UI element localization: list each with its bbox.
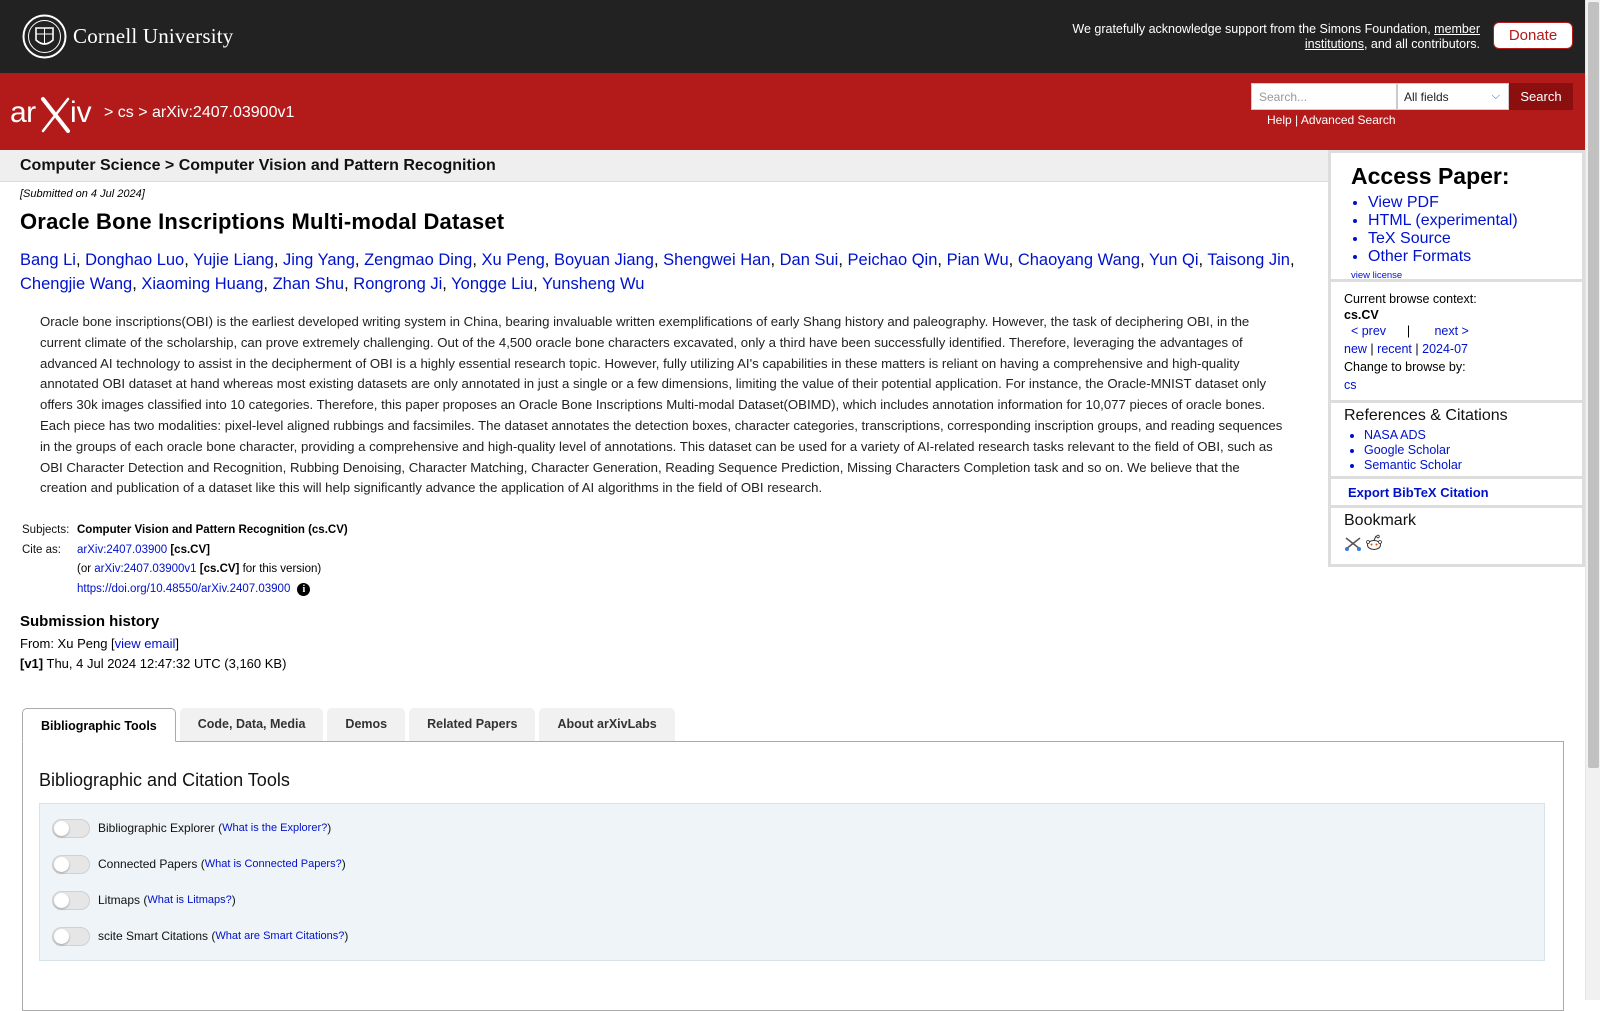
cite-category: [cs.CV] (167, 543, 210, 556)
breadcrumb-paper-id: arXiv:2407.03900v1 (152, 104, 295, 121)
paper-main (20, 186, 1325, 673)
svg-text:iv: iv (70, 96, 92, 129)
donate-button[interactable]: Donate (1493, 22, 1573, 49)
author-link[interactable]: Boyuan Jiang (553, 251, 654, 269)
doi-row (20, 580, 1325, 600)
what-is-explorer-link[interactable]: What is the Explorer? (222, 822, 328, 834)
search-links (1267, 113, 1396, 127)
what-are-smart-citations-link[interactable]: What are Smart Citations? (215, 930, 345, 942)
browse-context-value: cs.CV (1344, 308, 1379, 322)
cite-version-category: [cs.CV] (196, 563, 240, 576)
view-pdf-link[interactable]: • View PDF (1368, 194, 1569, 212)
author-link[interactable]: Jing Yang (283, 251, 355, 269)
info-icon[interactable]: i (297, 583, 310, 596)
view-email-link[interactable]: view email (114, 636, 176, 652)
litmaps-toggle[interactable] (52, 891, 90, 910)
view-license-link[interactable]: view license (1351, 270, 1403, 281)
tab-about-arxivlabs[interactable]: About arXivLabs (539, 708, 674, 741)
browse-sep: | (1415, 342, 1419, 356)
author-list (20, 248, 1325, 296)
author-separator: , (442, 275, 452, 293)
abstract: Oracle bone inscriptions(OBI) is the earliest developed writing system in China, bearing invaluable written exemplifications of early Shang history and paleography. However, the task of deciphering OBI, in the current climate of the scholarship, can prove extremely challenging. Out of the 4,500 oracle bone characters excavated, only a third have been successfully identified. Therefore, leveraging the advantages of advanced AI technology to assist in the decipherment of OBI is a highly essential research topic. However, fully utilizing AI's capabilities in these matters is reliant on having a comprehensive and high-quality annotated OBI dataset at hand whereas most existing datasets are only annotated in just a single or a few dimensions, limiting the value of their potential application. For instance, the Oracle-MNIST dataset only offers 30k images classified into 10 categories. Therefore, this paper proposes an Oracle Bone Inscriptions Multi-modal Dataset(OBIMD), which includes annotation information for 10,077 pieces of oracle bones. Each piece has two modalities: pixel-level aligned rubbings and facsimiles. The dataset annotates the detection boxes, character categories, transcriptions, corresponding inscription groups, and reading sequences in the groups of each oracle bone character, providing a comprehensive and high-quality level of annotations. This dataset can be used for a variety of AI-related research tasks relevant to the field of OBI, such as OBI Character Detection and Recognition, Rubbing Denoising, Character Matching, Character Generation, Reading Sequence Prediction, Missing Characters Completion task and so on. We believe that the creation and publication of a dataset like this will help significantly advance the application of AI algorithms in the field of OBI research. (40, 314, 1283, 496)
search-field-value: All fields (1404, 90, 1449, 104)
references-links (1344, 428, 1572, 473)
tool-label: Litmaps (98, 893, 141, 907)
html-experimental-link[interactable]: • HTML (experimental) (1368, 212, 1569, 230)
page-scrollbar[interactable] (1585, 0, 1600, 1000)
paper-title: Oracle Bone Inscriptions Multi-modal Dataset (20, 209, 505, 234)
tool-label: scite Smart Citations (98, 929, 209, 943)
submission-from (20, 634, 1325, 654)
support-text (1060, 22, 1480, 51)
cornell-logo[interactable] (22, 14, 234, 59)
cite-row (20, 541, 1325, 561)
tool-litmaps: Litmaps ( What is Litmaps? ) (52, 890, 236, 910)
cite-label: Cite as: (22, 543, 61, 556)
sidebar (1328, 150, 1585, 567)
access-links (1348, 194, 1569, 266)
author-link[interactable]: Dan Sui (779, 251, 839, 269)
cite-id-link[interactable]: arXiv:2407.03900 (77, 543, 168, 556)
subjects-row (20, 521, 1325, 541)
subjects-value: Computer Vision and Pattern Recognition (cs.CV) (77, 524, 348, 537)
author-link[interactable]: Pian Wu (946, 251, 1009, 269)
author-separator: , (1198, 251, 1208, 269)
arxiv-header (0, 73, 1585, 150)
prev-next-row (1344, 322, 1572, 340)
semantic-scholar-link[interactable]: • Semantic Scholar (1364, 458, 1572, 473)
cornell-name: Cornell University (73, 24, 234, 48)
breadcrumb-sep: > (104, 104, 118, 121)
author-link[interactable]: Donghao Luo (85, 251, 185, 269)
bookmark-box (1328, 508, 1585, 567)
nasa-ads-link[interactable]: • NASA ADS (1364, 428, 1572, 443)
author-link[interactable]: Peichao Qin (847, 251, 938, 269)
cite-version-prefix: (or (77, 563, 95, 576)
author-link[interactable]: Rongrong Ji (353, 275, 443, 293)
author-link[interactable]: Zhan Shu (272, 275, 345, 293)
category-breadcrumb: Computer Science > Computer Vision and Pattern Recognition (0, 150, 1328, 182)
subjects-label: Subjects: (22, 524, 70, 537)
bibliographic-explorer-toggle[interactable] (52, 819, 90, 838)
cite-value (77, 541, 210, 561)
author-link[interactable]: Xu Peng (481, 251, 545, 269)
change-browse-label: Change to browse by: (1344, 360, 1466, 374)
cornell-seal-icon (22, 14, 67, 59)
scite-toggle[interactable] (52, 927, 90, 946)
tab-demos[interactable]: Demos (327, 708, 405, 741)
bookmark-icons (1344, 534, 1572, 552)
scrollbar-thumb[interactable] (1588, 2, 1599, 768)
browse-sep: | (1370, 342, 1374, 356)
breadcrumb (104, 104, 294, 122)
breadcrumb-cs[interactable]: cs (117, 104, 134, 121)
tab-code-data-media[interactable]: Code, Data, Media (180, 708, 324, 741)
tab-related-papers[interactable]: Related Papers (409, 708, 535, 741)
prev-link[interactable]: < prev (1350, 324, 1387, 338)
tool-scite: scite Smart Citations ( What are Smart Citations? ) (52, 926, 348, 946)
access-paper-box (1328, 150, 1585, 282)
connected-papers-toggle[interactable] (52, 855, 90, 874)
author-separator: , (653, 251, 664, 269)
submission-from-prefix: From: Xu Peng [ (20, 636, 115, 652)
author-separator: , (75, 251, 86, 269)
author-link[interactable]: Zengmao Ding (364, 251, 473, 269)
version-v1 (20, 654, 1325, 674)
support-prefix: We gratefully acknowledge support from the Simons Foundation, (1072, 22, 1435, 36)
author-separator: , (472, 251, 482, 269)
what-is-connected-papers-link[interactable]: What is Connected Papers? (204, 858, 342, 870)
tex-source-link[interactable]: • TeX Source (1368, 230, 1569, 248)
next-link[interactable]: next > (1434, 324, 1469, 338)
tab-panel (22, 741, 1564, 1011)
tool-bibliographic-explorer: Bibliographic Explorer ( What is the Explorer? ) (52, 818, 331, 838)
browse-cs-link[interactable]: cs (1344, 378, 1357, 392)
cite-version-suffix: for this version) (239, 563, 322, 576)
references-box (1328, 403, 1585, 479)
version-label: [v1] (20, 655, 44, 671)
doi-link[interactable]: https://doi.org/10.48550/arXiv.2407.03900 (77, 582, 291, 595)
author-separator: , (263, 275, 273, 293)
author-separator: , (344, 275, 354, 293)
submitted-date: [Submitted on 4 Jul 2024] (20, 188, 145, 200)
author-separator: , (354, 251, 365, 269)
cite-version-value (77, 560, 321, 580)
author-link[interactable]: Yun Qi (1149, 251, 1199, 269)
help-link[interactable]: Help (1267, 113, 1292, 127)
author-separator: , (838, 251, 848, 269)
breadcrumb-sep: > (133, 104, 153, 121)
bookmark-title: Bookmark (1344, 512, 1417, 529)
author-separator: , (937, 251, 947, 269)
author-link[interactable]: Yujie Liang (193, 251, 274, 269)
browse-context-box (1328, 282, 1585, 403)
version-text: Thu, 4 Jul 2024 12:47:32 UTC (3,160 KB) (43, 655, 287, 671)
other-formats-link[interactable]: • Other Formats (1368, 248, 1569, 266)
author-separator: , (273, 251, 284, 269)
bibsonomy-icon[interactable] (1344, 534, 1362, 552)
author-separator: , (770, 251, 780, 269)
advanced-search-link[interactable]: Advanced Search (1300, 113, 1396, 127)
cite-version-row (20, 560, 1325, 580)
member-institutions-link[interactable]: member institutions (1304, 22, 1480, 51)
cite-version-link[interactable]: arXiv:2407.03900v1 (94, 563, 197, 576)
support-suffix: , and all contributors. (1363, 36, 1480, 51)
author-separator: , (533, 275, 543, 293)
tools-title: Bibliographic and Citation Tools (39, 770, 290, 790)
recent-link[interactable]: recent (1377, 342, 1412, 356)
new-link[interactable]: new (1344, 342, 1367, 356)
search-field-select[interactable] (1397, 83, 1509, 110)
search-button[interactable]: Search (1509, 83, 1573, 110)
author-link[interactable]: Yunsheng Wu (542, 275, 645, 293)
google-scholar-link[interactable]: • Google Scholar (1364, 443, 1572, 458)
references-title: References & Citations (1344, 407, 1508, 424)
submission-history (20, 634, 1325, 673)
export-bibtex-link[interactable]: Export BibTeX Citation (1328, 479, 1585, 508)
submission-history-title: Submission history (20, 613, 160, 631)
reddit-icon[interactable] (1365, 534, 1383, 552)
what-is-litmaps-link[interactable]: What is Litmaps? (147, 894, 232, 906)
access-paper-title: Access Paper: (1351, 163, 1510, 189)
doi-value (77, 580, 310, 600)
tool-label: Connected Papers (98, 857, 198, 871)
author-link[interactable]: Xiaoming Huang (141, 275, 264, 293)
tab-bibliographic-tools[interactable]: Bibliographic Tools (22, 708, 176, 742)
author-separator: , (132, 275, 142, 293)
author-link[interactable]: Chaoyang Wang (1017, 251, 1141, 269)
tool-connected-papers: Connected Papers ( What is Connected Papers? ) (52, 854, 346, 874)
search-input[interactable]: Search... (1251, 83, 1397, 110)
search-links-sep: | (1291, 113, 1301, 127)
author-separator: , (544, 251, 554, 269)
author-separator: , (1289, 251, 1295, 269)
tools-list (39, 803, 1545, 961)
labs-tabs (22, 708, 679, 742)
submission-from-suffix: ] (175, 636, 179, 652)
chevron-down-icon: ⌵ (1491, 90, 1500, 102)
prev-next-sep: | (1406, 324, 1411, 338)
author-separator: , (184, 251, 194, 269)
arxiv-logo[interactable] (10, 91, 102, 135)
tool-label: Bibliographic Explorer (98, 821, 215, 835)
month-link[interactable]: 2024-07 (1422, 342, 1468, 356)
author-separator: , (1008, 251, 1018, 269)
cornell-header (0, 0, 1585, 73)
author-link[interactable]: Yongge Liu (451, 275, 534, 293)
paper-metadata (20, 521, 1325, 599)
author-link[interactable]: Taisong Jin (1207, 251, 1290, 269)
author-separator: , (1140, 251, 1149, 269)
svg-text:ar: ar (10, 96, 36, 129)
browse-list-row (1344, 340, 1572, 358)
browse-context-label: Current browse context: (1344, 292, 1477, 306)
author-link[interactable]: Shengwei Han (663, 251, 771, 269)
author-link[interactable]: Chengjie Wang (20, 275, 133, 293)
author-link[interactable]: Bang Li (20, 251, 76, 269)
